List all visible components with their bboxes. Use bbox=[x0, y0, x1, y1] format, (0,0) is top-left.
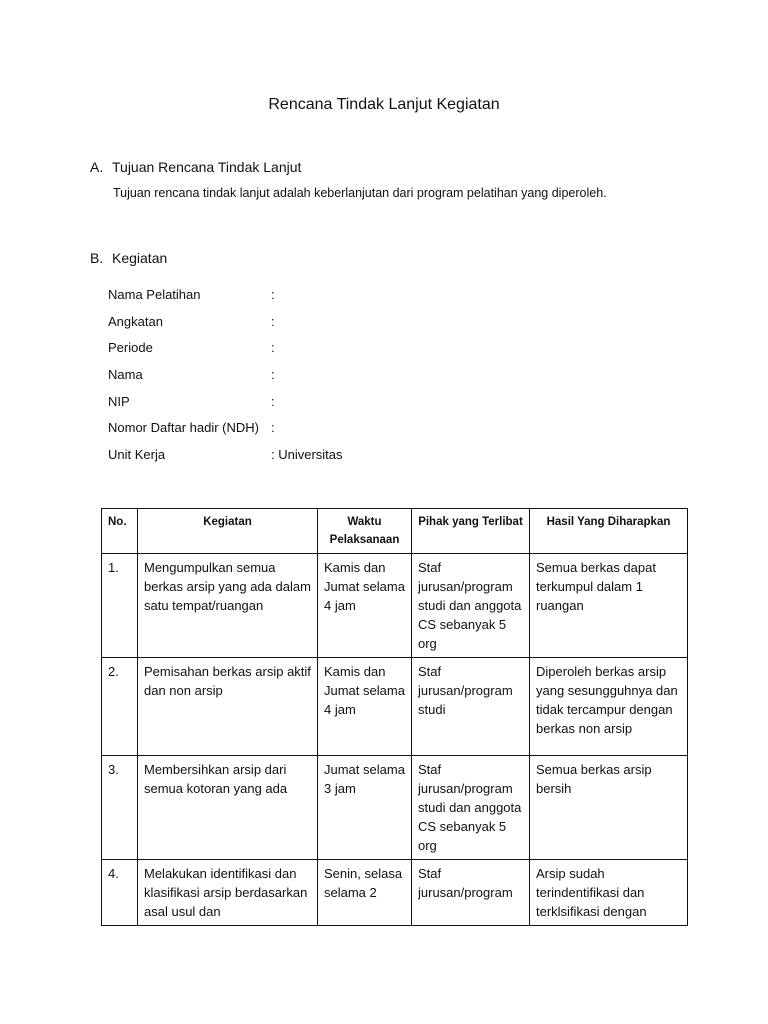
cell-waktu bbox=[318, 860, 412, 926]
section-b-heading bbox=[90, 248, 167, 268]
info-label: Periode bbox=[108, 340, 153, 356]
info-row-nama-pelatihan bbox=[108, 286, 343, 313]
cell-hasil bbox=[530, 860, 688, 926]
info-label: Nomor Daftar hadir (NDH) bbox=[108, 420, 259, 436]
cell-pihak: Staf jurusan/program studi bbox=[412, 658, 530, 756]
cell-text: Arsip sudah terindentifikasi dan terklsifikasi dengan bbox=[536, 866, 647, 919]
document-title: Rencana Tindak Lanjut Kegiatan bbox=[268, 96, 500, 113]
header-no: No. bbox=[102, 509, 138, 554]
table-row bbox=[102, 658, 688, 756]
cell-hasil: Semua berkas arsip bersih bbox=[530, 756, 688, 860]
cell-pihak bbox=[412, 860, 530, 926]
info-row-ndh bbox=[108, 419, 343, 446]
cell-waktu: Kamis dan Jumat selama 4 jam bbox=[318, 658, 412, 756]
header-kegiatan: Kegiatan bbox=[138, 509, 318, 554]
cell-kegiatan bbox=[138, 860, 318, 926]
cell-hasil: Diperoleh berkas arsip yang sesungguhnya dan tidak tercampur dengan berkas non arsip bbox=[530, 658, 688, 756]
section-b-title: Kegiatan bbox=[112, 250, 168, 266]
section-a-title: Tujuan Rencana Tindak Lanjut bbox=[112, 159, 302, 175]
section-b-letter: B. bbox=[90, 250, 104, 266]
table-header-row bbox=[102, 509, 688, 554]
cell-hasil: Semua berkas dapat terkumpul dalam 1 ruangan bbox=[530, 554, 688, 658]
info-label: Nama bbox=[108, 367, 143, 383]
cell-text: Staf jurusan/program bbox=[418, 866, 513, 900]
info-label: Nama Pelatihan bbox=[108, 287, 201, 302]
cell-waktu: Jumat selama 3 jam bbox=[318, 756, 412, 860]
info-row-periode bbox=[108, 339, 343, 366]
activity-table bbox=[101, 508, 688, 926]
info-label: NIP bbox=[108, 393, 130, 409]
cell-no: 3. bbox=[102, 756, 138, 860]
info-label: Angkatan bbox=[108, 313, 163, 329]
cell-no bbox=[102, 860, 138, 926]
header-pihak: Pihak yang Terlibat bbox=[412, 509, 530, 554]
cell-no: 2. bbox=[102, 658, 138, 756]
cell-pihak: Staf jurusan/program studi dan anggota CS sebanyak 5 org bbox=[412, 756, 530, 860]
header-hasil: Hasil Yang Diharapkan bbox=[530, 509, 688, 554]
cell-text: Senin, selasa selama 2 bbox=[324, 866, 403, 900]
section-a-letter: A. bbox=[90, 159, 104, 175]
info-row-nama bbox=[108, 366, 343, 393]
cell-waktu: Kamis dan Jumat selama 4 jam bbox=[318, 554, 412, 658]
info-value: : bbox=[271, 367, 275, 383]
header-waktu: Waktu Pelaksanaan bbox=[318, 509, 412, 554]
table-row bbox=[102, 554, 688, 658]
info-row-unit-kerja bbox=[108, 446, 343, 473]
info-value: : bbox=[271, 287, 275, 302]
info-value: : bbox=[271, 340, 275, 356]
info-row-angkatan bbox=[108, 313, 343, 340]
cell-text: 4. bbox=[108, 866, 119, 881]
cell-pihak: Staf jurusan/program studi dan anggota CS sebanyak 5 org bbox=[412, 554, 530, 658]
info-list bbox=[108, 286, 343, 473]
section-a-heading bbox=[90, 157, 301, 177]
info-value: : Universitas bbox=[271, 447, 343, 463]
info-row-nip bbox=[108, 393, 343, 420]
info-label: Unit Kerja bbox=[108, 447, 166, 463]
cell-kegiatan: Mengumpulkan semua berkas arsip yang ada dalam satu tempat/ruangan bbox=[138, 554, 318, 658]
table-row bbox=[102, 756, 688, 860]
cell-kegiatan: Membersihkan arsip dari semua kotoran yang ada bbox=[138, 756, 318, 860]
cell-no: 1. bbox=[102, 554, 138, 658]
section-a-body: Tujuan rencana tindak lanjut adalah keberlanjutan dari program pelatihan yang diperoleh. bbox=[113, 186, 607, 200]
info-value: : bbox=[271, 313, 275, 329]
info-value: : bbox=[271, 420, 275, 436]
table-row bbox=[102, 860, 688, 926]
cell-text: Melakukan identifikasi dan klasifikasi arsip berdasarkan asal usul dan bbox=[144, 866, 308, 919]
info-value: : bbox=[271, 393, 275, 409]
cell-kegiatan: Pemisahan berkas arsip aktif dan non arsip bbox=[138, 658, 318, 756]
